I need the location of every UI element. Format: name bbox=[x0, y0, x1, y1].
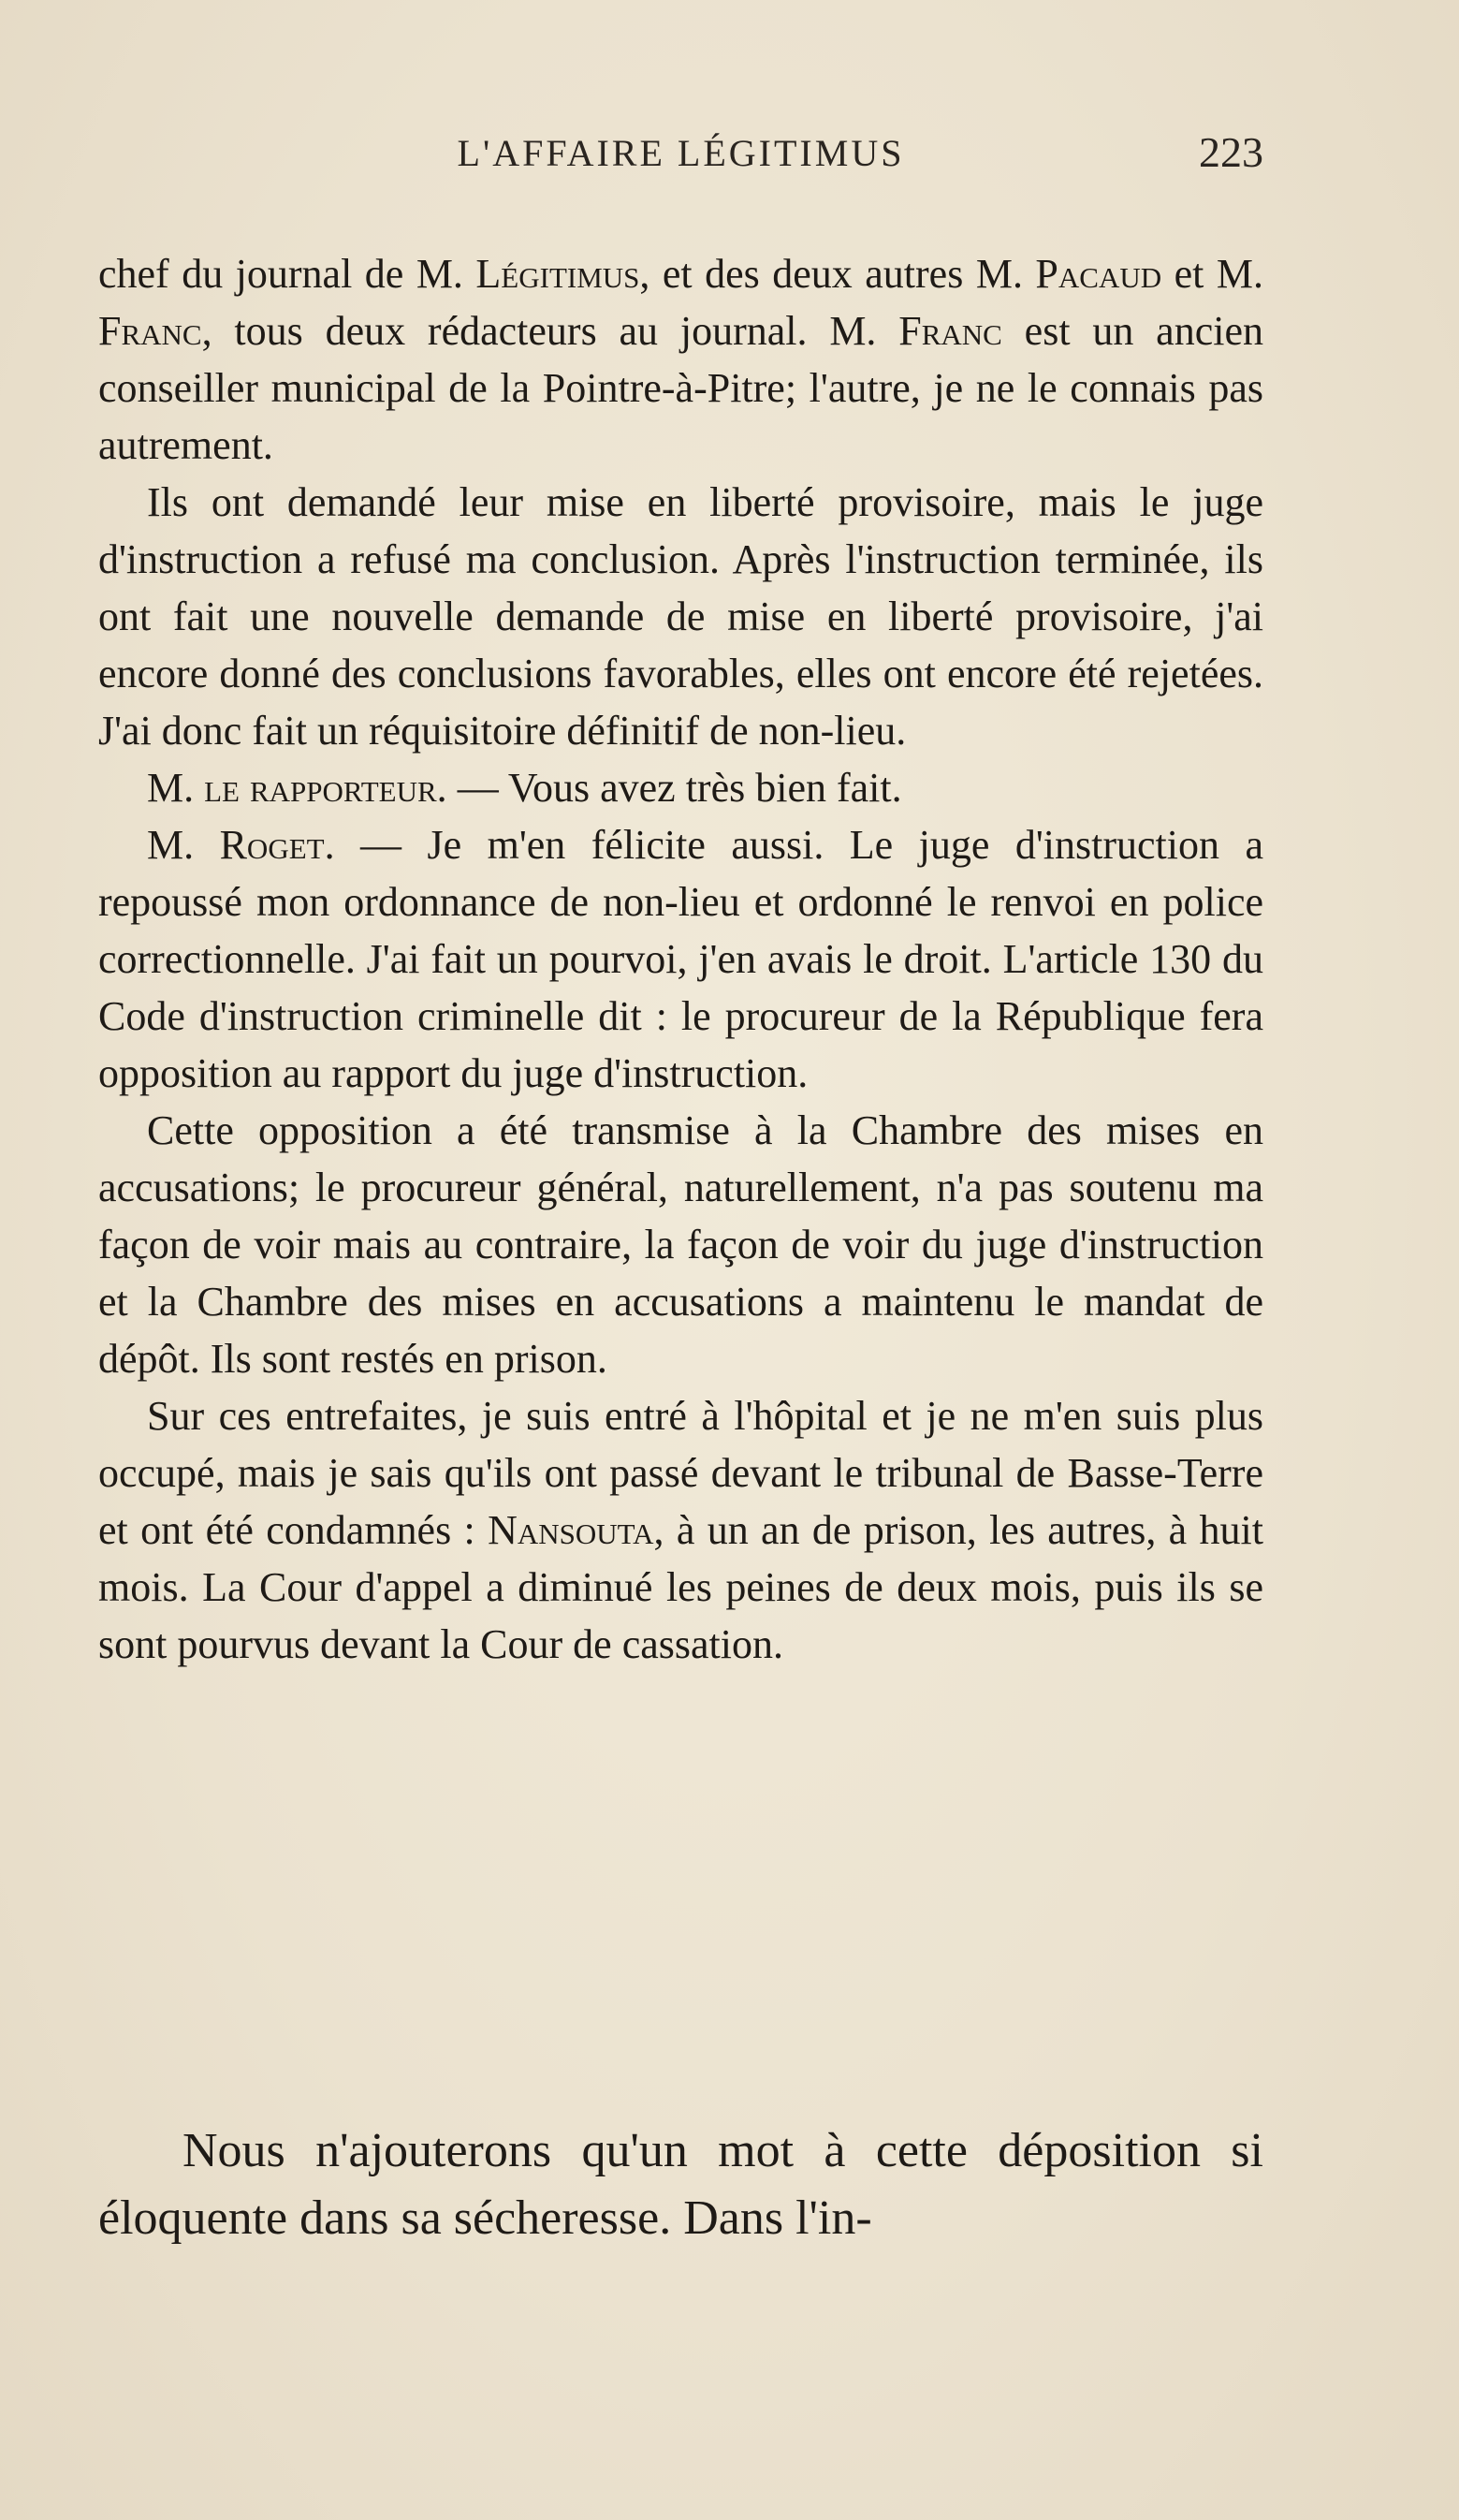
person-name: Nansouta bbox=[488, 1507, 654, 1553]
narrative-text bbox=[98, 2117, 1263, 2252]
text-segment: et bbox=[1161, 251, 1217, 297]
person-name: M. Franc bbox=[829, 308, 1002, 354]
speech-text: — Vous avez très bien fait. bbox=[446, 765, 902, 811]
person-name: M. Pacaud bbox=[975, 251, 1162, 297]
text-segment: , à un an de prison, les autres, à huit mois. La Cour d'appel a diminué les peines de deux mois, puis ils se sont pourvus devant la Cour de cassation. bbox=[98, 1507, 1263, 1667]
closing-paragraph: Nous n'ajouterons qu'un mot à cette déposition si éloquente dans sa sécheresse. Dans l'in- bbox=[98, 2124, 1263, 2245]
paragraph-5: Cette opposition a été transmise à la Chambre des mises en accusations; le procureur général, naturellement, n'a pas soutenu ma façon de voir mais au contraire, la façon de voir du juge d'instruction et la Chambre des mises en accusations a maintenu le mandat de dépôt. Ils sont restés en prison. bbox=[98, 1107, 1263, 1382]
person-name: M. Franc bbox=[98, 251, 1263, 354]
text-segment: Sur ces entrefaites, je suis entré à l'hôpital et je ne m'en suis plus occupé, mais je sais qu'ils ont passé devant le tribunal de Basse-Terre et ont été condamnés : bbox=[98, 1393, 1263, 1553]
person-name: M. Légitimus bbox=[416, 251, 640, 297]
page-header bbox=[98, 128, 1263, 187]
running-title: L'AFFAIRE LÉGITIMUS bbox=[457, 132, 905, 174]
text-segment: , et des deux autres bbox=[639, 251, 976, 297]
paragraph-6 bbox=[98, 1387, 1263, 1673]
speech-text: — Je m'en félicite aussi. Le juge d'instruction a repoussé mon ordonnance de non-lieu et ordonné le renvoi en police correctionnelle. J'ai fait un pourvoi, j'en avais le droit. L'article 130 du Code d'instruction criminelle dit : le procureur de la République fera opposition au rapport du juge d'instruction. bbox=[98, 822, 1263, 1096]
paragraph-2: Ils ont demandé leur mise en liberté provisoire, mais le juge d'instruction a refusé ma conclusion. Après l'instruction terminée, ils ont fait une nouvelle demande de mise en liberté provisoire, j'ai encore donné des conclusions favorables, elles ont encore été rejetées. J'ai donc fait un réquisitoire définitif de non-lieu. bbox=[98, 479, 1263, 754]
paragraph-4 bbox=[98, 816, 1263, 1102]
text-segment: est un ancien conseiller municipal de la Pointre-à-Pitre; l'autre, je ne le connais pas autrement. bbox=[98, 308, 1263, 468]
speaker-label: M. le rapporteur. bbox=[147, 765, 447, 811]
text-segment: chef du journal de bbox=[98, 251, 416, 297]
page-number: 223 bbox=[1199, 128, 1263, 176]
paragraph-1 bbox=[98, 245, 1263, 474]
speaker-label: M. Roget. bbox=[147, 822, 335, 868]
testimony-text bbox=[98, 245, 1263, 1673]
paragraph-3 bbox=[98, 759, 1263, 816]
text-segment: , tous deux rédacteurs au journal. bbox=[201, 308, 830, 354]
